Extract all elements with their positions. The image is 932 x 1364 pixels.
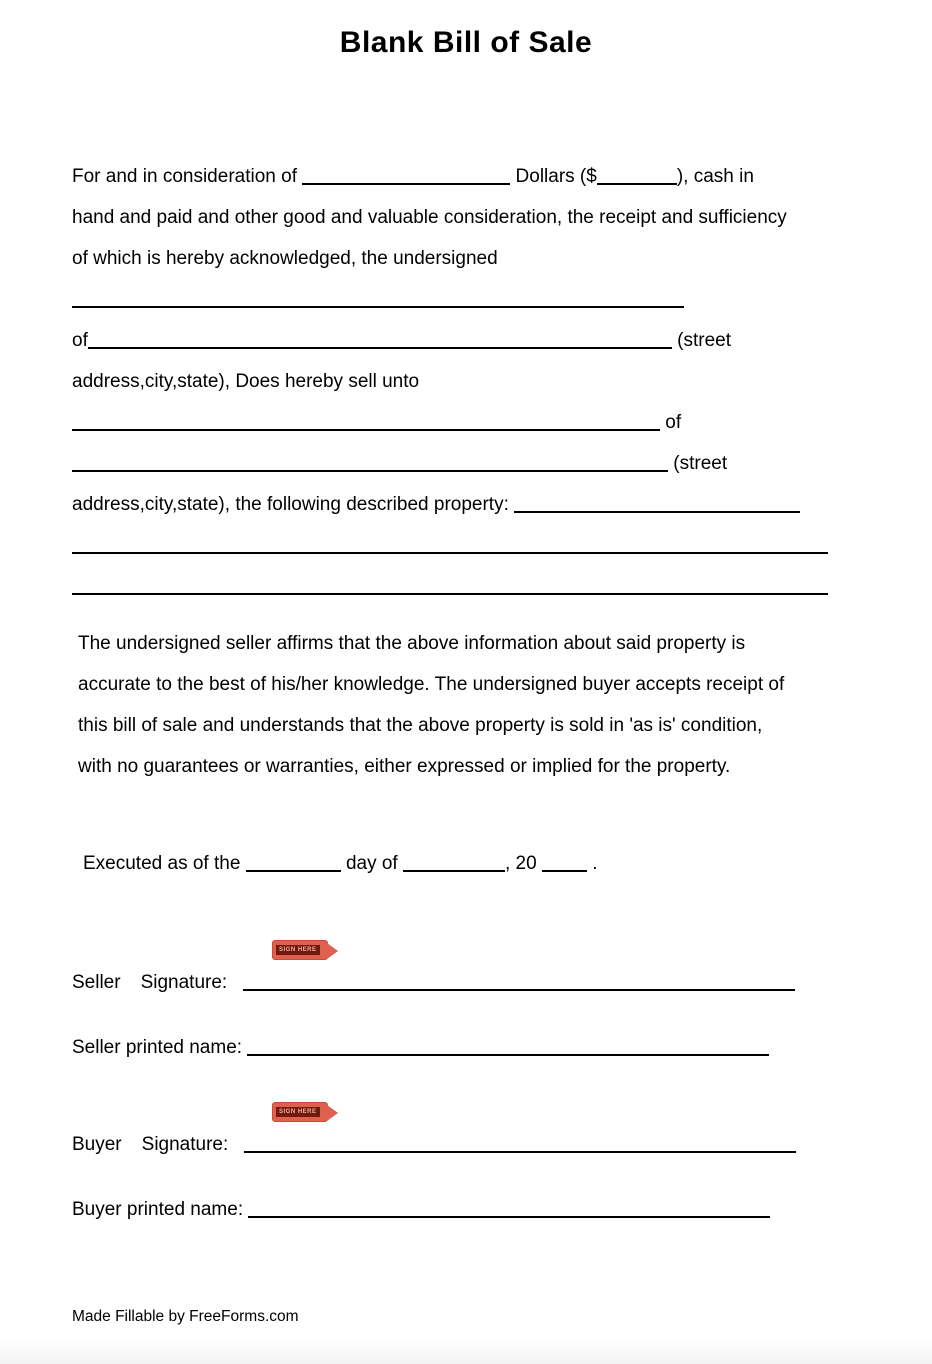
seller-street-label: (street (677, 330, 731, 351)
intro-text-post: ), cash in (676, 166, 754, 187)
footer-credit: Made Fillable by FreeForms.com (72, 1308, 299, 1325)
affirmation-line-3: this bill of sale and understands that the above property is sold in 'as is' condition, (78, 715, 763, 736)
buyer-street-label: (street (673, 453, 728, 474)
executed-prefix: Executed as of the (83, 853, 241, 874)
sign-here-badge-label: SIGN HERE (276, 945, 320, 955)
amount-numeric-field[interactable] (597, 170, 677, 185)
seller-printed-name-field[interactable] (247, 1041, 769, 1056)
buyer-clause-continuation: address,city,state), the following described property: (72, 494, 509, 515)
page-bottom-shading (0, 1340, 932, 1364)
intro-line-1 (72, 156, 828, 197)
affirmation-line-2: accurate to the best of his/her knowledge. The undersigned buyer accepts receipt of (78, 674, 785, 695)
seller-printed-name-label: Seller printed name: (72, 1037, 243, 1058)
intro-text-mid: Dollars ($ (515, 166, 597, 187)
intro-line-3: of which is hereby acknowledged, the undersigned (72, 248, 498, 269)
buyer-label: Buyer (72, 1134, 122, 1155)
property-description-field-2[interactable] (72, 539, 828, 554)
intro-text-pre: For and in consideration of (72, 166, 297, 187)
document-title: Blank Bill of Sale (339, 26, 593, 59)
affirmation-line-4: with no guarantees or warranties, either expressed or implied for the property. (78, 756, 731, 777)
seller-of-label: of (72, 330, 88, 351)
execution-year-field[interactable] (542, 857, 587, 872)
execution-day-field[interactable] (246, 857, 341, 872)
property-description-row-1 (72, 525, 828, 566)
executed-terminator: . (592, 853, 598, 874)
buyer-signature-label: Signature: (141, 1134, 229, 1155)
seller-signature-label: Signature: (140, 972, 228, 993)
buyer-signature-field[interactable] (244, 1138, 796, 1153)
seller-clause-continuation: address,city,state), Does hereby sell unto (72, 371, 420, 392)
seller-label: Seller (72, 972, 121, 993)
property-description-row-2 (72, 566, 828, 607)
executed-year-prefix: , 20 (505, 853, 537, 874)
property-row (72, 484, 828, 525)
executed-day-of: day of (345, 853, 398, 874)
seller-name-row (72, 279, 828, 320)
sign-here-badge-buyer[interactable] (272, 1102, 328, 1122)
property-description-field[interactable] (514, 498, 800, 513)
buyer-name-field[interactable] (72, 416, 660, 431)
buyer-printed-name-label: Buyer printed name: (72, 1199, 244, 1220)
affirmation-line-1: The undersigned seller affirms that the above information about said property is (78, 633, 746, 654)
intro-line-2: hand and paid and other good and valuable consideration, the receipt and sufficiency (72, 207, 787, 228)
seller-printed-name-row (72, 1027, 828, 1068)
buyer-address-field[interactable] (72, 457, 668, 472)
property-description-field-3[interactable] (72, 580, 828, 595)
seller-address-field[interactable] (88, 334, 672, 349)
amount-in-words-field[interactable] (302, 170, 510, 185)
execution-month-field[interactable] (403, 857, 505, 872)
buyer-of-label: of (665, 412, 682, 433)
sign-here-badge-label: SIGN HERE (276, 1107, 320, 1117)
buyer-signature-row (72, 1109, 828, 1165)
seller-name-field[interactable] (72, 293, 684, 308)
seller-signature-field[interactable] (243, 976, 795, 991)
sign-here-badge-seller[interactable] (272, 940, 328, 960)
buyer-printed-name-field[interactable] (248, 1203, 770, 1218)
seller-signature-row (72, 947, 828, 1003)
seller-address-row (72, 320, 828, 361)
buyer-address-row (72, 443, 828, 484)
buyer-printed-name-row (72, 1189, 828, 1230)
buyer-name-row (72, 402, 828, 443)
execution-date-row (72, 843, 828, 884)
